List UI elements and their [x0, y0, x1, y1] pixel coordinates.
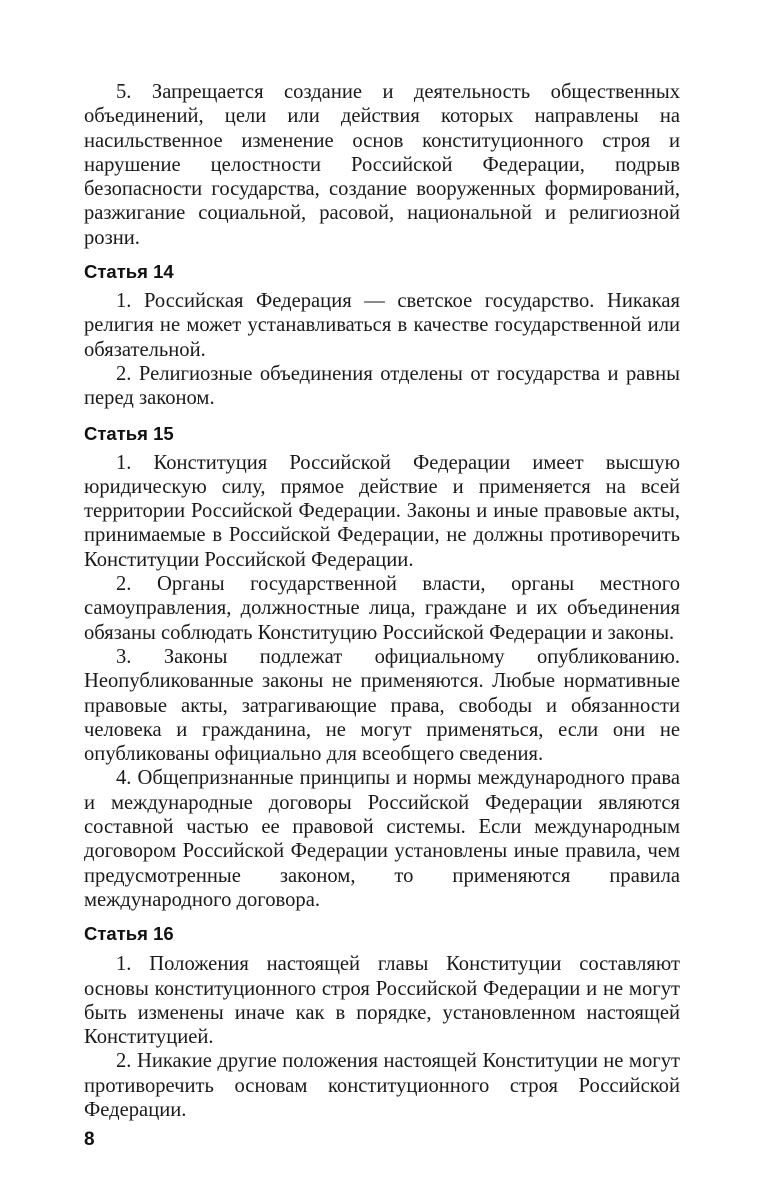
article14-paragraph-1: 1. Российская Федерация — светское государство. Никакая религия не может устанавливаться в качестве государственной или обязательной. — [84, 290, 680, 361]
article16-paragraph-1: 1. Положения настоящей главы Конституции составляют основы конституционного строя Российской Федерации и не могут быть изменены иначе как в порядке, установленном настоящей Конституцией. — [84, 953, 680, 1049]
article16-paragraph-2: 2. Никакие другие положения настоящей Конституции не могут противоречить основам конституционного строя Российской Федерации. — [84, 1050, 680, 1121]
article14-heading: Статья 14 — [84, 261, 174, 283]
page-body — [84, 80, 680, 1122]
article15-paragraph-3: 3. Законы подлежат официальному опубликованию. Неопубликованные законы не применяются. Любые нормативные правовые акты, затрагивающие права, свободы и обязанности человека и гражданина, не могут применяться, если они не опубликованы официально для всеобщего сведения. — [84, 645, 680, 766]
article13-paragraph-5: 5. Запрещается создание и деятельность общественных объединений, цели или действия которых направлены на насильственное изменение основ конституционного строя и нарушение целостности Российской Федерации, подрыв безопасности государства, создание вооруженных формирований, разжигание социальной, расовой, национальной и религиозной розни. — [84, 81, 680, 249]
article14-paragraph-2: 2. Религиозные объединения отделены от государства и равны перед законом. — [84, 362, 680, 410]
page-number: 8 — [84, 1129, 95, 1150]
article15-heading: Статья 15 — [84, 422, 174, 444]
article15-paragraph-4: 4. Общепризнанные принципы и нормы международного права и международные договоры Российской Федерации являются составной частью ее правовой системы. Если международным договором Российской Федерации установлены иные правила, чем предусмотренные законом, то применяются правила международного договора. — [84, 767, 680, 911]
article15-paragraph-2: 2. Органы государственной власти, органы местного самоуправления, должностные лица, граждане и их объединения обязаны соблюдать Конституцию Российской Федерации и законы. — [84, 573, 680, 644]
article15-paragraph-1: 1. Конституция Российской Федерации имеет высшую юридическую силу, прямое действие и применяется на всей территории Российской Федерации. Законы и иные правовые акты, принимаемые в Российской Федерации, не должны противоречить Конституции Российской Федерации. — [84, 451, 680, 571]
article16-heading: Статья 16 — [84, 923, 174, 945]
